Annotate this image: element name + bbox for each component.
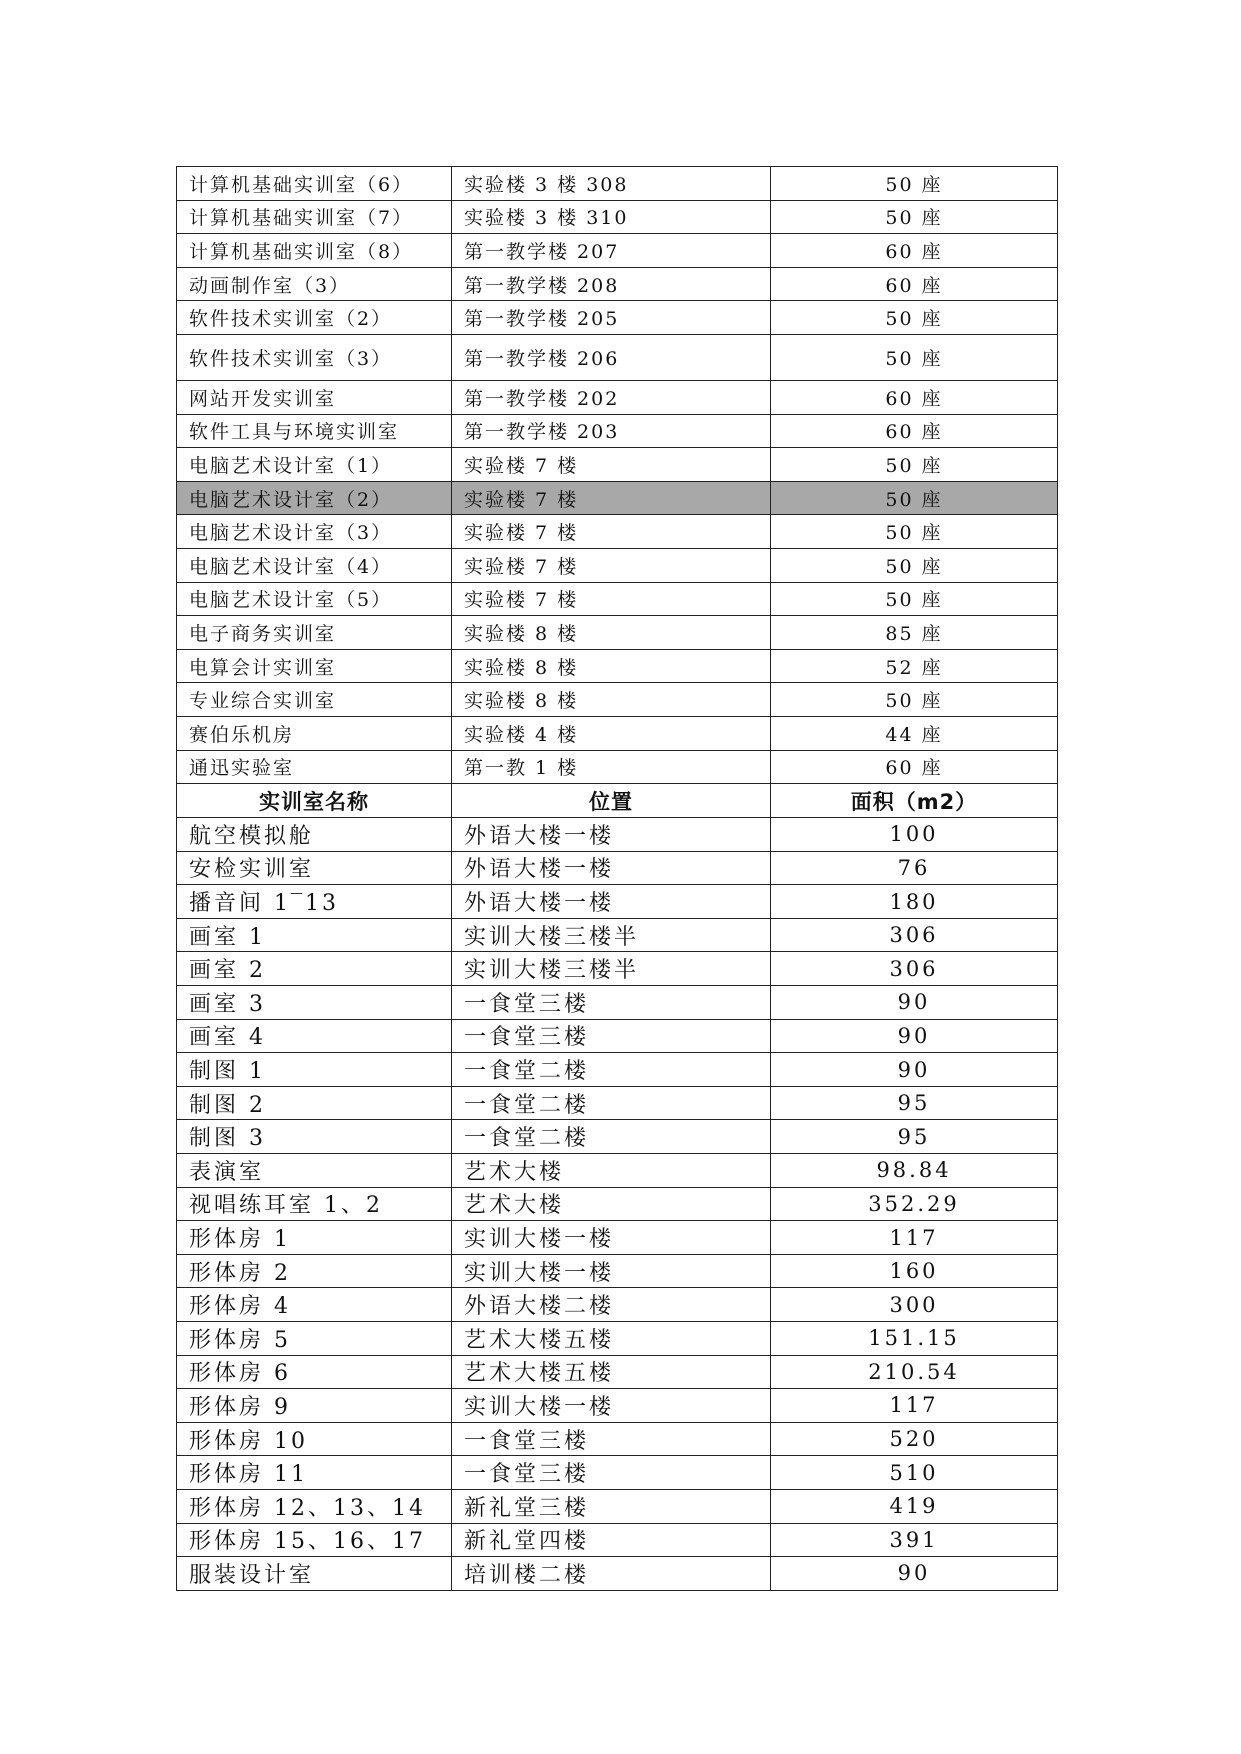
- room-area: 352.29: [771, 1187, 1058, 1221]
- table-row: [177, 1389, 1058, 1423]
- table-row: [177, 1254, 1058, 1288]
- room-location: 培训楼二楼: [452, 1557, 771, 1591]
- room-location: 一食堂三楼: [452, 1019, 771, 1053]
- room-area: 90: [771, 986, 1058, 1020]
- table-row: [177, 1120, 1058, 1154]
- table-row: [177, 851, 1058, 885]
- room-capacity: 50 座: [771, 515, 1058, 549]
- room-capacity: 50 座: [771, 448, 1058, 482]
- room-name: 形体房 15、16、17: [177, 1523, 452, 1557]
- room-area: 300: [771, 1288, 1058, 1322]
- table-row: [177, 1557, 1058, 1591]
- room-area: 90: [771, 1053, 1058, 1087]
- room-location: 实验楼 3 楼 310: [452, 200, 771, 234]
- room-capacity: 50 座: [771, 167, 1058, 201]
- room-area: 180: [771, 885, 1058, 919]
- table-row: [177, 1422, 1058, 1456]
- column-header-location: 位置: [452, 784, 771, 818]
- room-area: 90: [771, 1557, 1058, 1591]
- room-name: 电子商务实训室: [177, 616, 452, 650]
- room-location: 艺术大楼五楼: [452, 1322, 771, 1356]
- room-location: 一食堂三楼: [452, 986, 771, 1020]
- room-location: 实训大楼一楼: [452, 1389, 771, 1423]
- table-row: [177, 515, 1058, 549]
- room-name: 形体房 10: [177, 1422, 452, 1456]
- table-row: [177, 885, 1058, 919]
- table-row: [177, 1221, 1058, 1255]
- room-capacity: 60 座: [771, 414, 1058, 448]
- table-row: [177, 200, 1058, 234]
- room-name: 制图 1: [177, 1053, 452, 1087]
- room-location: 实验楼 3 楼 308: [452, 167, 771, 201]
- room-location: 外语大楼一楼: [452, 818, 771, 852]
- room-location: 实验楼 8 楼: [452, 649, 771, 683]
- room-location: 实验楼 7 楼: [452, 548, 771, 582]
- table-row: [177, 414, 1058, 448]
- room-location: 实训大楼三楼半: [452, 952, 771, 986]
- room-name: 形体房 4: [177, 1288, 452, 1322]
- table-row: [177, 1322, 1058, 1356]
- room-name: 软件工具与环境实训室: [177, 414, 452, 448]
- room-area: 95: [771, 1120, 1058, 1154]
- room-name: 视唱练耳室 1、2: [177, 1187, 452, 1221]
- room-name: 电算会计实训室: [177, 649, 452, 683]
- room-name: 服装设计室: [177, 1557, 452, 1591]
- room-name: 动画制作室（3）: [177, 267, 452, 301]
- room-area: 117: [771, 1221, 1058, 1255]
- room-area: 160: [771, 1254, 1058, 1288]
- room-name: 软件技术实训室（3）: [177, 334, 452, 380]
- room-location: 新礼堂三楼: [452, 1489, 771, 1523]
- room-name: 电脑艺术设计室（1）: [177, 448, 452, 482]
- room-name: 形体房 6: [177, 1355, 452, 1389]
- room-name: 形体房 2: [177, 1254, 452, 1288]
- room-location: 艺术大楼五楼: [452, 1355, 771, 1389]
- room-name: 形体房 1: [177, 1221, 452, 1255]
- table-row: [177, 616, 1058, 650]
- table-header-row: [177, 784, 1058, 818]
- room-capacity: 60 座: [771, 380, 1058, 414]
- room-location: 实训大楼三楼半: [452, 918, 771, 952]
- room-name: 表演室: [177, 1154, 452, 1188]
- room-name: 画室 3: [177, 986, 452, 1020]
- room-location: 外语大楼一楼: [452, 851, 771, 885]
- room-capacity: 50 座: [771, 481, 1058, 515]
- room-capacity: 50 座: [771, 200, 1058, 234]
- room-area: 95: [771, 1086, 1058, 1120]
- room-area: 419: [771, 1489, 1058, 1523]
- room-name: 电脑艺术设计室（4）: [177, 548, 452, 582]
- table-row: [177, 234, 1058, 268]
- table-row: [177, 380, 1058, 414]
- room-name: 制图 2: [177, 1086, 452, 1120]
- room-name: 画室 4: [177, 1019, 452, 1053]
- room-area: 98.84: [771, 1154, 1058, 1188]
- room-name: 画室 2: [177, 952, 452, 986]
- room-area: 210.54: [771, 1355, 1058, 1389]
- room-name: 制图 3: [177, 1120, 452, 1154]
- table-row: [177, 267, 1058, 301]
- room-capacity: 85 座: [771, 616, 1058, 650]
- table-row: [177, 649, 1058, 683]
- room-location: 第一教学楼 205: [452, 301, 771, 335]
- room-capacity: 50 座: [771, 683, 1058, 717]
- room-location: 实验楼 8 楼: [452, 683, 771, 717]
- room-area: 391: [771, 1523, 1058, 1557]
- room-name: 航空模拟舱: [177, 818, 452, 852]
- room-location: 实验楼 7 楼: [452, 582, 771, 616]
- room-name: 画室 1: [177, 918, 452, 952]
- room-name: 播音间 1‾13: [177, 885, 452, 919]
- room-location: 实训大楼一楼: [452, 1221, 771, 1255]
- room-name: 专业综合实训室: [177, 683, 452, 717]
- room-location: 一食堂二楼: [452, 1053, 771, 1087]
- room-name: 电脑艺术设计室（3）: [177, 515, 452, 549]
- room-area: 117: [771, 1389, 1058, 1423]
- room-capacity: 44 座: [771, 716, 1058, 750]
- table-row: [177, 301, 1058, 335]
- room-capacity: 60 座: [771, 267, 1058, 301]
- room-location: 第一教 1 楼: [452, 750, 771, 784]
- table-row: [177, 1489, 1058, 1523]
- room-capacity: 50 座: [771, 548, 1058, 582]
- room-name: 赛伯乐机房: [177, 716, 452, 750]
- room-area: 76: [771, 851, 1058, 885]
- table-row: [177, 683, 1058, 717]
- room-location: 第一教学楼 202: [452, 380, 771, 414]
- table-row: [177, 986, 1058, 1020]
- table-row: [177, 716, 1058, 750]
- table-row: [177, 918, 1058, 952]
- room-name: 电脑艺术设计室（2）: [177, 481, 452, 515]
- room-area: 306: [771, 918, 1058, 952]
- room-name: 形体房 5: [177, 1322, 452, 1356]
- room-location: 艺术大楼: [452, 1187, 771, 1221]
- room-name: 软件技术实训室（2）: [177, 301, 452, 335]
- room-capacity: 50 座: [771, 301, 1058, 335]
- room-capacity: 50 座: [771, 582, 1058, 616]
- room-area: 151.15: [771, 1322, 1058, 1356]
- room-location: 第一教学楼 203: [452, 414, 771, 448]
- table-row: [177, 334, 1058, 380]
- room-location: 一食堂二楼: [452, 1120, 771, 1154]
- table-row: [177, 582, 1058, 616]
- room-name: 网站开发实训室: [177, 380, 452, 414]
- column-header-name: 实训室名称: [177, 784, 452, 818]
- room-location: 外语大楼二楼: [452, 1288, 771, 1322]
- table-row: [177, 1053, 1058, 1087]
- table-row: [177, 167, 1058, 201]
- room-location: 第一教学楼 208: [452, 267, 771, 301]
- table-row: [177, 1523, 1058, 1557]
- room-area: 100: [771, 818, 1058, 852]
- room-name: 电脑艺术设计室（5）: [177, 582, 452, 616]
- table-row: [177, 1456, 1058, 1490]
- table-row-highlighted: [177, 481, 1058, 515]
- room-location: 艺术大楼: [452, 1154, 771, 1188]
- room-name: 安检实训室: [177, 851, 452, 885]
- room-location: 一食堂三楼: [452, 1422, 771, 1456]
- room-area: 510: [771, 1456, 1058, 1490]
- room-location: 外语大楼一楼: [452, 885, 771, 919]
- room-location: 实验楼 7 楼: [452, 481, 771, 515]
- room-location: 实验楼 7 楼: [452, 515, 771, 549]
- table-row: [177, 1288, 1058, 1322]
- room-name: 计算机基础实训室（8）: [177, 234, 452, 268]
- room-location: 实验楼 4 楼: [452, 716, 771, 750]
- room-name: 形体房 11: [177, 1456, 452, 1490]
- table-row: [177, 1355, 1058, 1389]
- room-capacity: 60 座: [771, 234, 1058, 268]
- room-location: 第一教学楼 206: [452, 334, 771, 380]
- room-location: 一食堂三楼: [452, 1456, 771, 1490]
- room-capacity: 50 座: [771, 334, 1058, 380]
- room-area: 520: [771, 1422, 1058, 1456]
- table-row: [177, 1019, 1058, 1053]
- room-capacity: 60 座: [771, 750, 1058, 784]
- room-name: 形体房 9: [177, 1389, 452, 1423]
- room-name: 形体房 12、13、14: [177, 1489, 452, 1523]
- room-location: 实训大楼一楼: [452, 1254, 771, 1288]
- room-location: 一食堂二楼: [452, 1086, 771, 1120]
- room-name: 计算机基础实训室（7）: [177, 200, 452, 234]
- room-area: 306: [771, 952, 1058, 986]
- room-location: 第一教学楼 207: [452, 234, 771, 268]
- room-area: 90: [771, 1019, 1058, 1053]
- room-name: 计算机基础实训室（6）: [177, 167, 452, 201]
- table-row: [177, 952, 1058, 986]
- table-row: [177, 1187, 1058, 1221]
- room-capacity: 52 座: [771, 649, 1058, 683]
- column-header-area: 面积（m2）: [771, 784, 1058, 818]
- table-row: [177, 448, 1058, 482]
- room-location: 实验楼 7 楼: [452, 448, 771, 482]
- room-name: 通迅实验室: [177, 750, 452, 784]
- table-row: [177, 548, 1058, 582]
- room-location: 新礼堂四楼: [452, 1523, 771, 1557]
- room-location: 实验楼 8 楼: [452, 616, 771, 650]
- table-row: [177, 1154, 1058, 1188]
- table-row: [177, 1086, 1058, 1120]
- training-room-table: [176, 166, 1058, 1591]
- table-row: [177, 818, 1058, 852]
- table-row: [177, 750, 1058, 784]
